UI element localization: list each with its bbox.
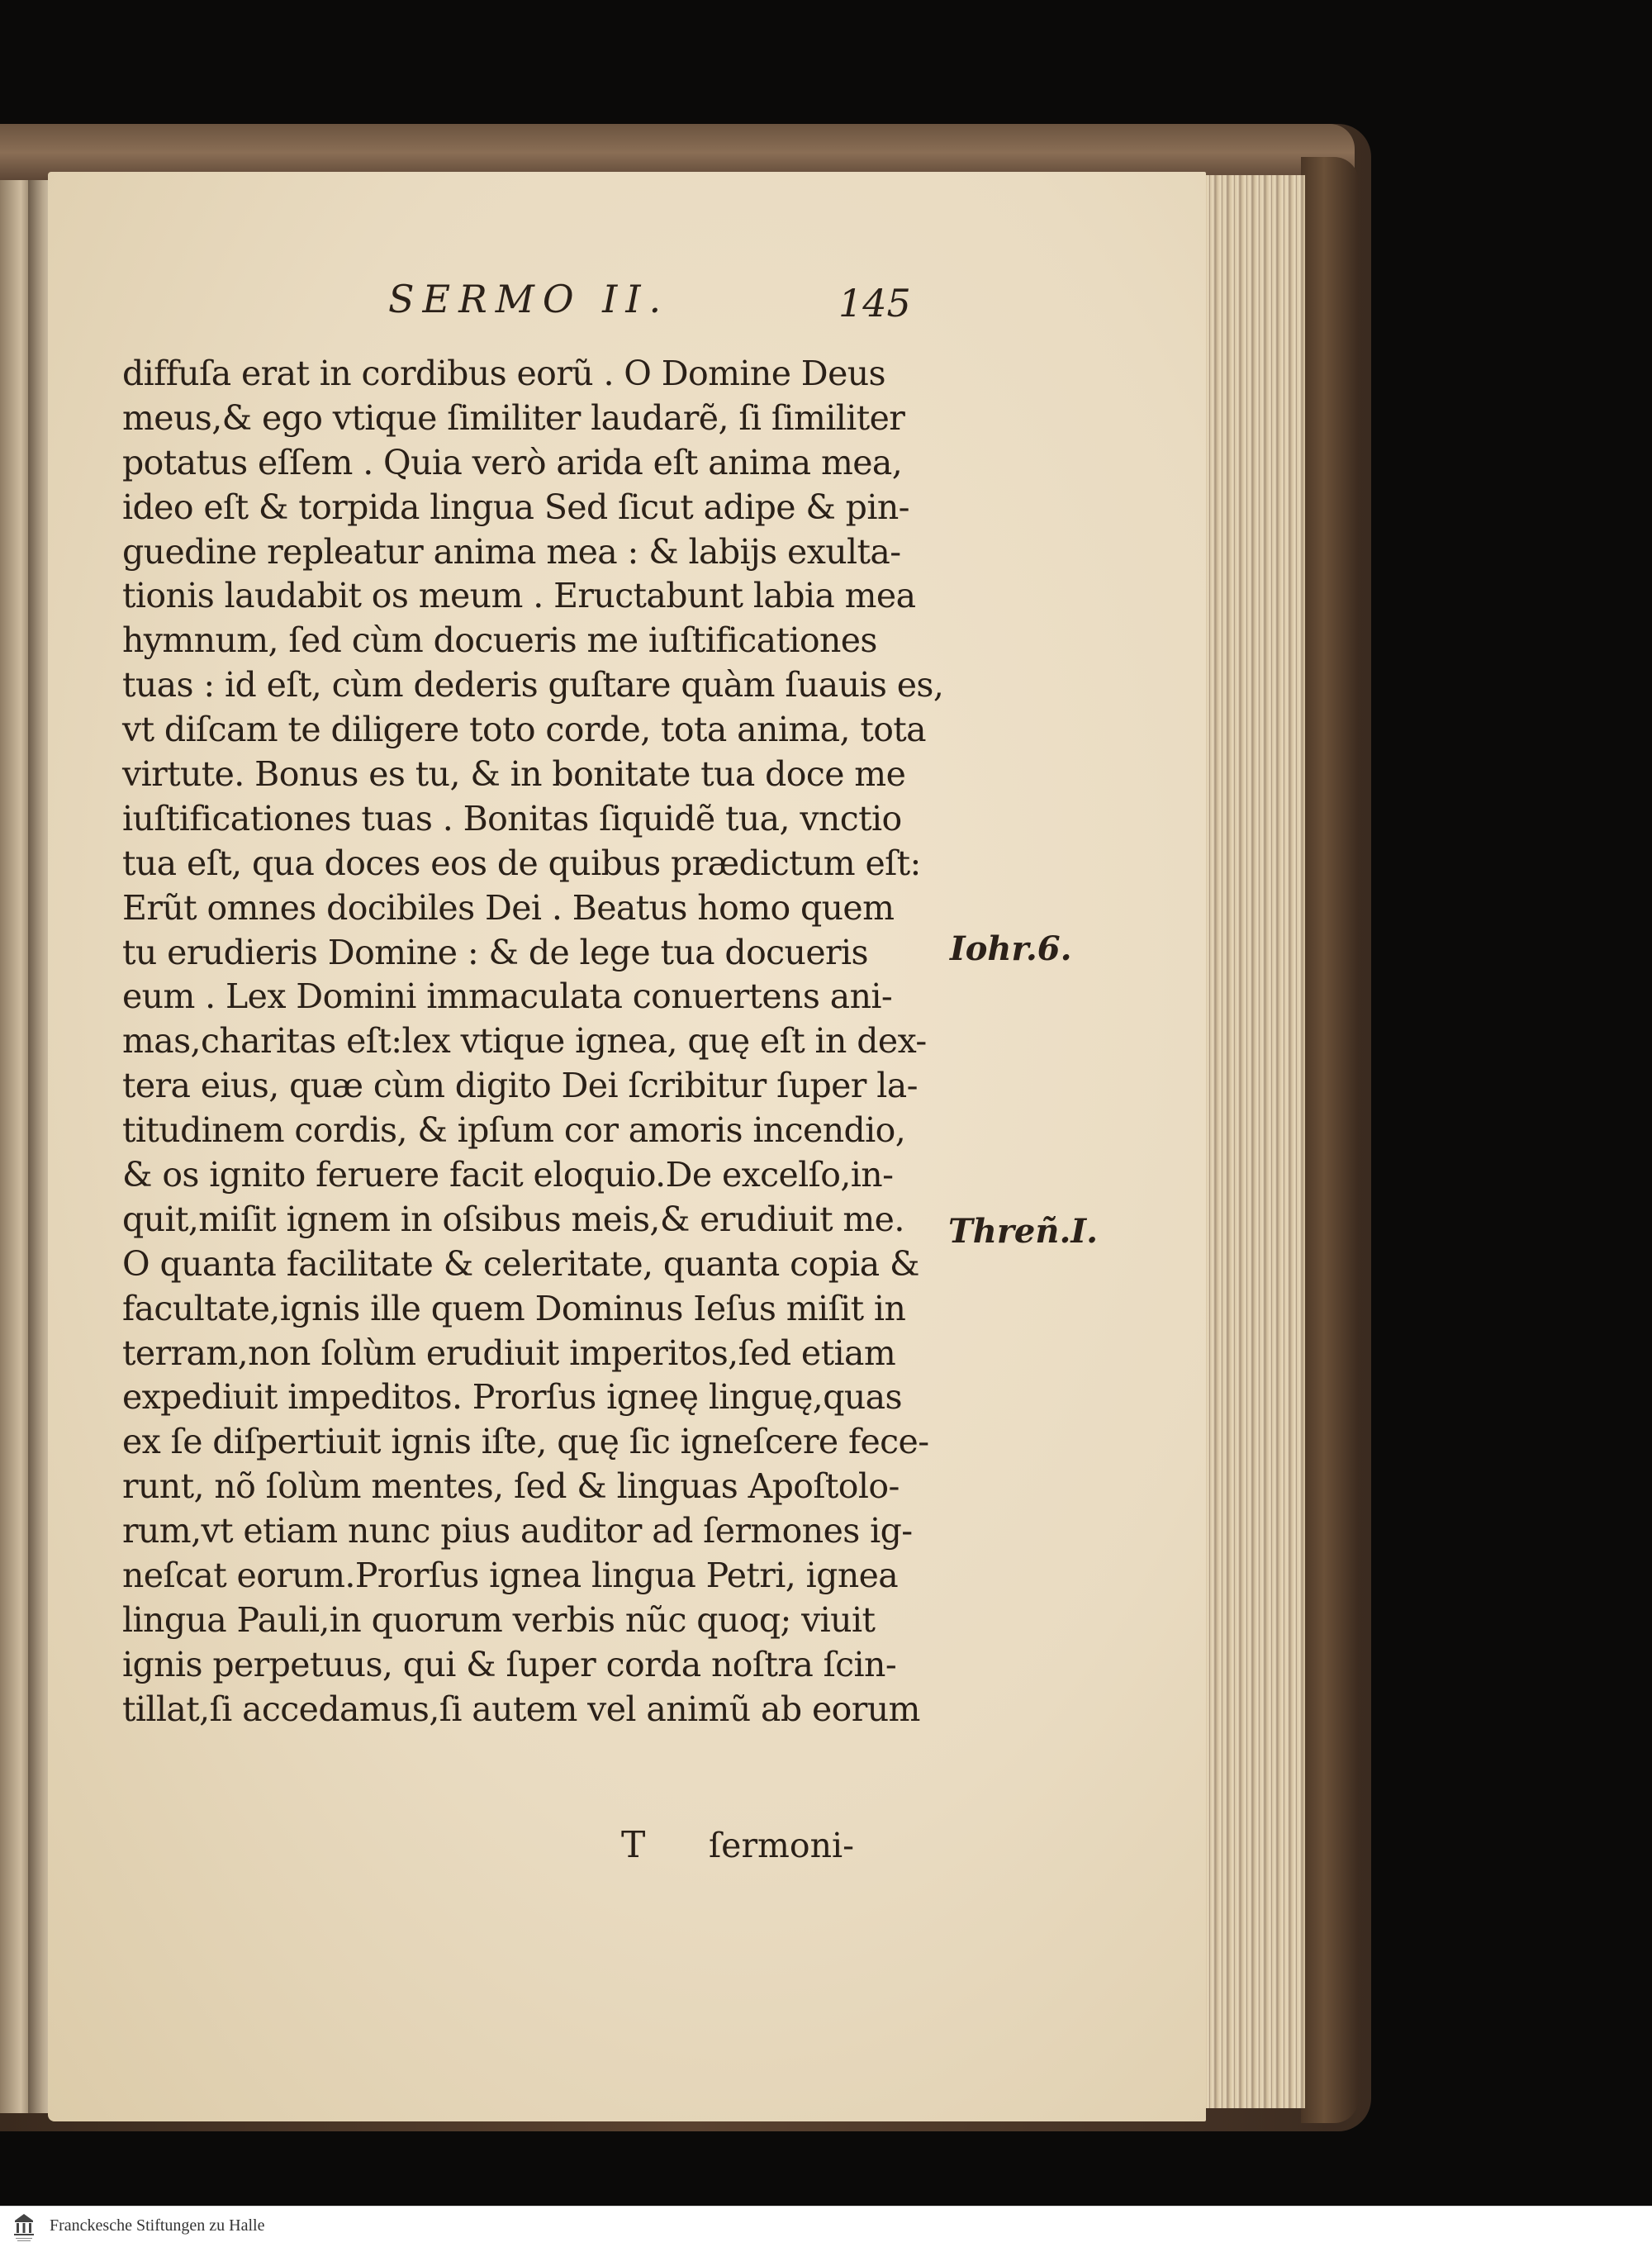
page-number: 145 (838, 281, 911, 325)
text-line: tillat,ſi accedamus,ſi autem vel animũ ab eorum (122, 1689, 920, 1729)
text-line: ignis perpetuus, qui & ſuper corda noſtra ſcin- (122, 1644, 897, 1684)
institution-logo-icon (8, 2211, 40, 2244)
signature-mark: T (621, 1824, 646, 1866)
marginal-reference-threni: Threñ.I. (948, 1212, 1099, 1251)
facing-page-edge (0, 180, 30, 2113)
cover-fore-edge (1301, 157, 1359, 2123)
text-line: ex ſe diſpertiuit ignis iſte, quę ſic igneſcere fece- (122, 1422, 929, 1462)
text-line: potatus eſſem . Quia verò arida eſt anima mea, (122, 442, 903, 482)
text-line: rum,vt etiam nunc pius auditor ad ſermones ig- (122, 1511, 913, 1551)
text-line: guedine repleatur anima mea : & labijs exulta- (122, 531, 901, 572)
text-line: tionis laudabit os meum . Eructabunt labia mea (122, 576, 916, 616)
text-line: Erũt omnes docibiles Dei . Beatus homo quem (122, 887, 895, 928)
page-block-edges (1196, 175, 1305, 2108)
text-line: vt diſcam te diligere toto corde, tota anima, tota (122, 710, 926, 750)
text-line: diffuſa erat in cordibus eorũ . O Domine Deus (122, 354, 885, 393)
text-line: ideo eſt & torpida lingua Sed ſicut adipe & pin- (122, 487, 909, 527)
text-line: & os ignito feruere facit eloquio.De excelſo,in- (122, 1155, 894, 1195)
running-head: SERMO II. (388, 277, 670, 321)
body-text (122, 352, 944, 1732)
footer-credit: Franckesche Stiftungen zu Halle (50, 2216, 265, 2235)
text-line: neſcat eorum.Prorſus ignea lingua Petri, ignea (122, 1556, 899, 1596)
text-line: tuas : id eſt, cùm dederis guſtare quàm ſuauis es, (122, 665, 944, 705)
text-line: virtute. Bonus es tu, & in bonitate tua doce me (122, 754, 906, 795)
text-line: tera eius, quæ cùm digito Dei ſcribitur ſuper la- (122, 1066, 918, 1106)
text-line: hymnum, ſed cùm docueris me iuſtificationes (122, 620, 877, 661)
footer-bar (0, 2206, 1652, 2247)
text-line: terram,non ſolùm erudiuit imperitos,ſed etiam (122, 1333, 896, 1373)
text-line: O quanta facilitate & celeritate, quanta copia & (122, 1243, 919, 1284)
text-line: lingua Pauli,in quorum verbis nũc quoq; viuit (122, 1599, 876, 1640)
text-line: tua eſt, qua doces eos de quibus prædictum eſt: (122, 843, 921, 883)
catchword: ſermoni- (709, 1826, 854, 1865)
text-line: iuſtificationes tuas . Bonitas ſiquidẽ tua, vnctio (122, 798, 902, 838)
text-line: meus,& ego vtique ſimiliter laudarẽ, ſi ſimiliter (122, 397, 905, 438)
text-line: quit,miſit ignem in oſsibus meis,& erudiuit me. (122, 1199, 904, 1239)
text-line: expediuit impeditos. Prorſus igneę linguę,quas (122, 1377, 902, 1418)
text-line: runt, nõ ſolùm mentes, ſed & linguas Apoſtolo- (122, 1466, 900, 1507)
text-line: mas,charitas eſt:lex vtique ignea, quę eſt in dex- (122, 1021, 927, 1062)
text-line: eum . Lex Domini immaculata conuertens ani- (122, 976, 893, 1017)
marginal-reference-john: Iohr.6. (950, 929, 1072, 968)
text-line: titudinem cordis, & ipſum cor amoris incendio, (122, 1110, 906, 1151)
text-line: facultate,ignis ille quem Dominus Ieſus miſit in (122, 1288, 906, 1328)
text-line: tu erudieris Domine : & de lege tua docueris (122, 932, 868, 972)
